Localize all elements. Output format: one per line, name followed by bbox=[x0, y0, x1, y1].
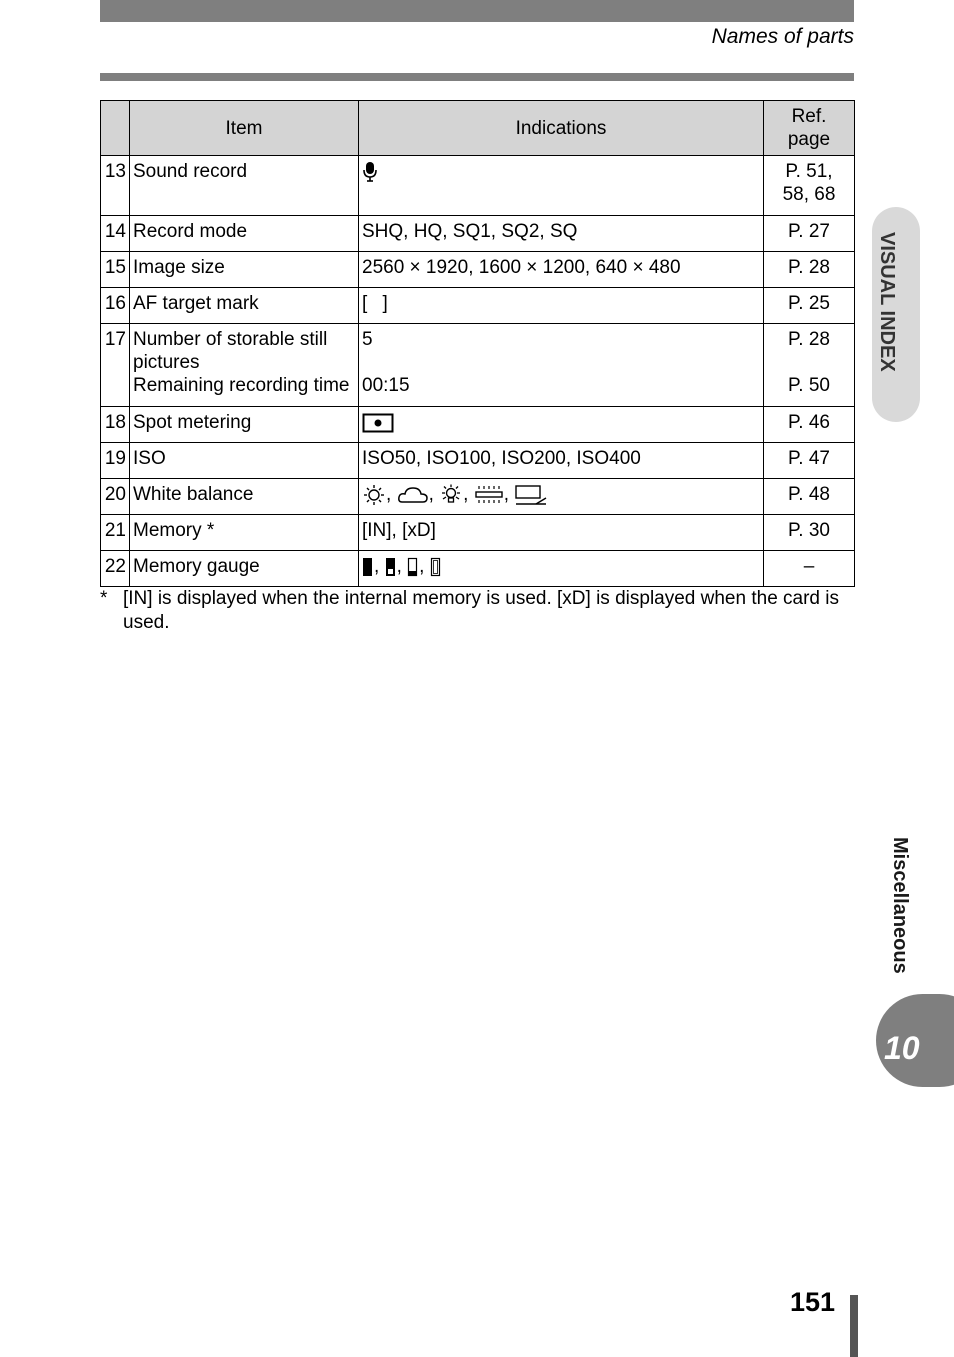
row-indication bbox=[359, 156, 764, 216]
memory-gauge-icons bbox=[362, 555, 442, 578]
row-indication: 2560 × 1920, 1600 × 1200, 640 × 480 bbox=[359, 252, 764, 288]
table-row bbox=[101, 216, 855, 252]
table-row bbox=[101, 324, 855, 407]
row-number: 19 bbox=[101, 443, 130, 479]
white-balance-icons bbox=[362, 483, 548, 506]
row-ref: P. 48 bbox=[764, 479, 855, 515]
microphone-icon bbox=[362, 161, 378, 183]
row-ref bbox=[764, 324, 855, 407]
table-header-row bbox=[101, 101, 855, 156]
separator-comma: , bbox=[463, 484, 474, 505]
row-ref: P. 30 bbox=[764, 515, 855, 551]
row-indication bbox=[359, 551, 764, 587]
underwater-icon bbox=[514, 484, 548, 506]
separator-comma: , bbox=[503, 484, 515, 505]
row-indication-secondary: 00:15 bbox=[362, 375, 410, 396]
row-indication bbox=[359, 407, 764, 443]
row-indication: ISO50, ISO100, ISO200, ISO400 bbox=[359, 443, 764, 479]
row-number: 13 bbox=[101, 156, 130, 216]
row-number: 16 bbox=[101, 288, 130, 324]
gauge-empty-icon bbox=[430, 557, 442, 577]
footnote-marker: * bbox=[100, 588, 108, 609]
row-item bbox=[130, 324, 359, 407]
table-row bbox=[101, 156, 855, 216]
row-indication: [IN], [xD] bbox=[359, 515, 764, 551]
separator-comma: , bbox=[428, 484, 440, 505]
row-item: ISO bbox=[130, 443, 359, 479]
section-title: Names of parts bbox=[711, 25, 854, 48]
page-number: 151 bbox=[790, 1287, 836, 1317]
table-row bbox=[101, 443, 855, 479]
gauge-high-icon bbox=[385, 557, 397, 577]
ref-page-label: Ref. page bbox=[787, 106, 831, 150]
header-bar bbox=[100, 0, 854, 22]
footnote-text: [IN] is displayed when the internal memory is used. [xD] is displayed when the card is used. bbox=[123, 588, 839, 633]
column-header-ref-page bbox=[764, 101, 855, 156]
spot-metering-icon bbox=[362, 413, 394, 433]
chapter-number: 10 bbox=[884, 1030, 920, 1066]
row-ref: P. 46 bbox=[764, 407, 855, 443]
row-item: Record mode bbox=[130, 216, 359, 252]
row-indication bbox=[359, 479, 764, 515]
row-item-primary: Number of storable still pictures bbox=[133, 329, 328, 373]
row-ref-primary: P. 28 bbox=[788, 329, 830, 350]
tungsten-icon bbox=[439, 484, 463, 506]
table-row bbox=[101, 288, 855, 324]
column-header-indications: Indications bbox=[359, 101, 764, 156]
column-header-item: Item bbox=[130, 101, 359, 156]
row-number: 21 bbox=[101, 515, 130, 551]
row-ref: P. 47 bbox=[764, 443, 855, 479]
row-item-secondary: Remaining recording time bbox=[133, 375, 350, 396]
row-indication bbox=[359, 324, 764, 407]
table-row bbox=[101, 407, 855, 443]
cloudy-icon bbox=[397, 485, 429, 505]
row-number: 20 bbox=[101, 479, 130, 515]
separator-comma: , bbox=[386, 484, 397, 505]
row-number: 15 bbox=[101, 252, 130, 288]
row-ref: P. 25 bbox=[764, 288, 855, 324]
table-row bbox=[101, 551, 855, 587]
miscellaneous-label: Miscellaneous bbox=[889, 837, 911, 974]
row-item: White balance bbox=[130, 479, 359, 515]
fluorescent-icon bbox=[474, 484, 504, 506]
row-number: 17 bbox=[101, 324, 130, 407]
row-indication: SHQ, HQ, SQ1, SQ2, SQ bbox=[359, 216, 764, 252]
separator-comma: , bbox=[419, 556, 430, 577]
row-item: Memory gauge bbox=[130, 551, 359, 587]
separator-comma: , bbox=[396, 556, 408, 577]
row-ref: P. 27 bbox=[764, 216, 855, 252]
row-indication-primary: 5 bbox=[362, 329, 373, 350]
sunny-icon bbox=[362, 484, 386, 506]
footnote bbox=[100, 587, 840, 635]
row-ref-secondary: P. 50 bbox=[788, 375, 830, 396]
row-ref: P. 28 bbox=[764, 252, 855, 288]
row-item: Spot metering bbox=[130, 407, 359, 443]
separator-comma: , bbox=[374, 556, 385, 577]
row-item: Sound record bbox=[130, 156, 359, 216]
gauge-low-icon bbox=[407, 557, 419, 577]
row-item: AF target mark bbox=[130, 288, 359, 324]
ref-text: P. 51, 58, 68 bbox=[782, 161, 836, 205]
page-number-bar bbox=[850, 1295, 858, 1357]
af-target-mark: [ ] bbox=[362, 293, 388, 314]
row-ref: – bbox=[764, 551, 855, 587]
row-number: 18 bbox=[101, 407, 130, 443]
visual-index-label: VISUAL INDEX bbox=[876, 232, 898, 372]
row-number: 14 bbox=[101, 216, 130, 252]
table-row bbox=[101, 515, 855, 551]
row-number: 22 bbox=[101, 551, 130, 587]
row-item: Memory * bbox=[130, 515, 359, 551]
parts-table bbox=[100, 100, 855, 587]
table-row bbox=[101, 479, 855, 515]
column-header-number bbox=[101, 101, 130, 156]
row-ref bbox=[764, 156, 855, 216]
row-item: Image size bbox=[130, 252, 359, 288]
gauge-full-icon bbox=[362, 557, 374, 577]
row-indication bbox=[359, 288, 764, 324]
table-row bbox=[101, 252, 855, 288]
header-rule bbox=[100, 73, 854, 81]
